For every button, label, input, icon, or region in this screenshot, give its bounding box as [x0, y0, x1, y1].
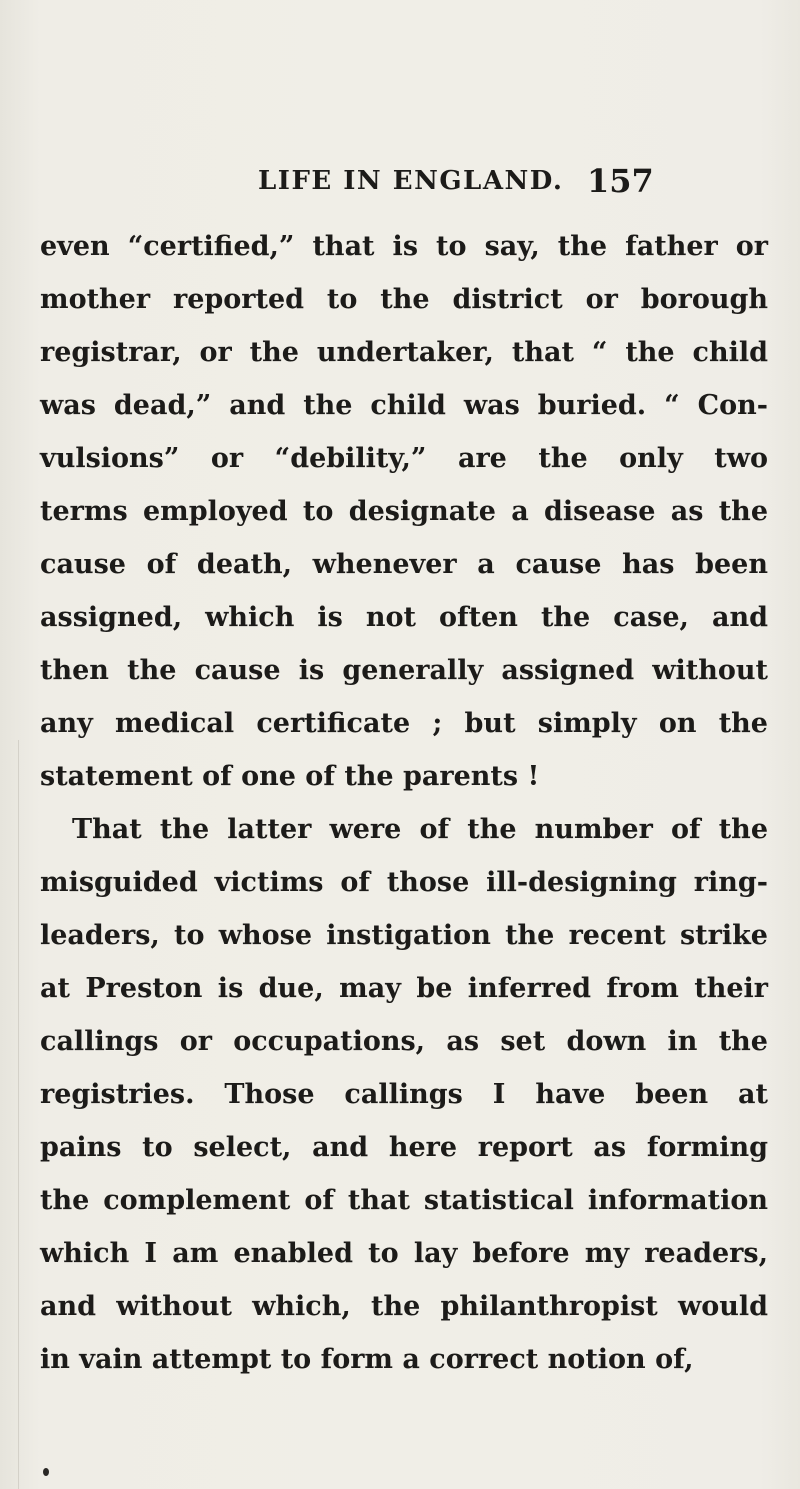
ink-speck — [43, 1468, 49, 1476]
running-head: LIFE IN ENGLAND. — [258, 166, 564, 196]
text-line: callings or occupations, as set down in the — [40, 1026, 768, 1057]
text-line: and without which, the philanthropist would — [40, 1291, 768, 1322]
text-line: which I am enabled to lay before my readers, — [40, 1238, 768, 1269]
text-line: registrar, or the undertaker, that “ the child — [40, 337, 768, 368]
body-text — [40, 220, 768, 1386]
text-line: registries. Those callings I have been at — [40, 1079, 768, 1110]
text-line: any medical certificate ; but simply on the — [40, 708, 768, 739]
text-line: statement of one of the parents ! — [40, 761, 540, 792]
text-line: the complement of that statistical information — [40, 1185, 768, 1216]
text-line: at Preston is due, may be inferred from their — [40, 973, 768, 1004]
gutter-shadow — [18, 740, 19, 1489]
text-line: then the cause is generally assigned without — [40, 655, 768, 686]
text-line: leaders, to whose instigation the recent strike — [40, 920, 768, 951]
page-number: 157 — [587, 162, 654, 200]
text-line: was dead,” and the child was buried. “ Con- — [40, 390, 768, 421]
text-line: vulsions” or “debility,” are the only two — [40, 443, 768, 474]
text-line: in vain attempt to form a correct notion of, — [40, 1344, 694, 1375]
text-line: even “certified,” that is to say, the father or — [40, 231, 768, 262]
paragraph-first-line: That the latter were of the number of the — [72, 814, 768, 845]
page-header — [0, 160, 800, 200]
text-line: assigned, which is not often the case, and — [40, 602, 768, 633]
text-line: mother reported to the district or borough — [40, 284, 768, 315]
text-line: pains to select, and here report as forming — [40, 1132, 768, 1163]
text-line: misguided victims of those ill-designing ring- — [40, 867, 768, 898]
text-line: terms employed to designate a disease as the — [40, 496, 768, 527]
text-line: cause of death, whenever a cause has been — [40, 549, 768, 580]
